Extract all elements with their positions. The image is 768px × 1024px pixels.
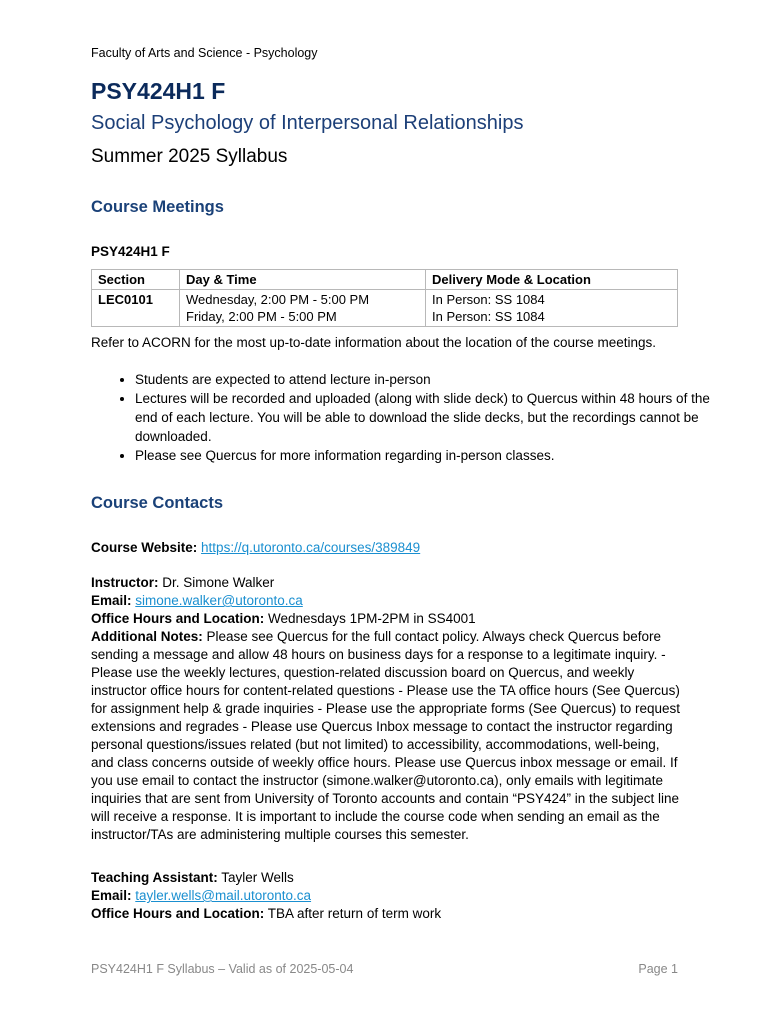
- column-header-delivery: Delivery Mode & Location: [426, 270, 678, 290]
- location-cell: [426, 290, 678, 327]
- instructor-name: Dr. Simone Walker: [158, 575, 275, 590]
- page-number: Page 1: [638, 962, 678, 976]
- acorn-note: Refer to ACORN for the most up-to-date information about the location of the course meetings.: [91, 335, 657, 350]
- course-website-link[interactable]: https://q.utoronto.ca/courses/389849: [201, 540, 421, 555]
- course-meetings-heading: Course Meetings: [91, 198, 224, 216]
- office-label: Office Hours and Location:: [91, 611, 265, 626]
- instructor-block: [91, 574, 681, 844]
- list-item: • Please see Quercus for more information regarding in-person classes.: [135, 446, 725, 465]
- meetings-table: [91, 269, 678, 327]
- ta-name: Tayler Wells: [217, 870, 294, 885]
- ta-office-label: Office Hours and Location:: [91, 906, 265, 921]
- table-header-row: [92, 270, 678, 290]
- term-label: Summer 2025 Syllabus: [91, 146, 288, 167]
- ta-block: [91, 869, 681, 923]
- instructor-line: [91, 574, 681, 592]
- time-line-1: Wednesday, 2:00 PM - 5:00 PM: [186, 292, 370, 307]
- location-line-2: In Person: SS 1084: [432, 309, 545, 324]
- instructor-label: Instructor:: [91, 575, 159, 590]
- list-item: • Lectures will be recorded and uploaded (along with slide deck) to Quercus within 48 hours of the end of each lecture. You will be able to download the slide decks, but the recordings cannot be downloaded.: [135, 389, 725, 446]
- instructor-email-link[interactable]: simone.walker@utoronto.ca: [135, 593, 303, 608]
- column-header-day-time: Day & Time: [180, 270, 426, 290]
- course-code: PSY424H1 F: [91, 78, 226, 104]
- ta-email-label: Email:: [91, 888, 132, 903]
- instructor-office-hours: Wednesdays 1PM-2PM in SS4001: [264, 611, 476, 626]
- course-contacts-heading: Course Contacts: [91, 494, 224, 512]
- location-line-1: In Person: SS 1084: [432, 292, 545, 307]
- additional-notes: [91, 628, 681, 844]
- ta-line: [91, 869, 681, 887]
- instructor-office-line: [91, 610, 681, 628]
- ta-label: Teaching Assistant:: [91, 870, 218, 885]
- email-label: Email:: [91, 593, 132, 608]
- meeting-bullet-list: [91, 370, 725, 465]
- ta-email-line: [91, 887, 681, 905]
- ta-office-hours: TBA after return of term work: [264, 906, 442, 921]
- section-cell: LEC0101: [92, 290, 180, 327]
- course-website-line: [91, 539, 681, 557]
- footer-validity: PSY424H1 F Syllabus – Valid as of 2025-05-04: [91, 962, 354, 976]
- notes-label: Additional Notes:: [91, 629, 203, 644]
- day-time-cell: [180, 290, 426, 327]
- list-item: • Students are expected to attend lecture in-person: [135, 370, 725, 389]
- ta-office-line: [91, 905, 681, 923]
- faculty-label: Faculty of Arts and Science - Psychology: [91, 46, 318, 60]
- meetings-table-title: PSY424H1 F: [91, 244, 170, 259]
- notes-text: Please see Quercus for the full contact policy. Always check Quercus before sending a message and allow 48 hours on business days for a response to a legitimate inquiry. - Please use the weekly lectures, question-related discussion board on Quercus, and weekly instructor office hours for content-related questions - Please use the TA office hours (See Quercus) for assignment help & grade inquiries - Please use the appropriate forms (See Quercus) to request extensions and regrades - Please use Quercus Inbox message to contact the instructor regarding personal questions/issues related (but not limited) to accessibility, accommodations, well-being, and class concerns outside of weekly office hours. Please use Quercus inbox message or email. If you use email to contact the instructor (simone.walker@utoronto.ca), only emails with legitimate inquiries that are sent from University of Toronto accounts and contain “PSY424” in the subject line will receive a response. It is important to include the course code when sending an email as the instructor/TAs are administering multiple courses this semester.: [91, 629, 681, 842]
- ta-email-link[interactable]: tayler.wells@mail.utoronto.ca: [135, 888, 312, 903]
- table-row: [92, 290, 678, 327]
- instructor-email-line: [91, 592, 681, 610]
- time-line-2: Friday, 2:00 PM - 5:00 PM: [186, 309, 337, 324]
- course-title: Social Psychology of Interpersonal Relationships: [91, 112, 524, 134]
- column-header-section: Section: [92, 270, 180, 290]
- website-label: Course Website:: [91, 540, 198, 555]
